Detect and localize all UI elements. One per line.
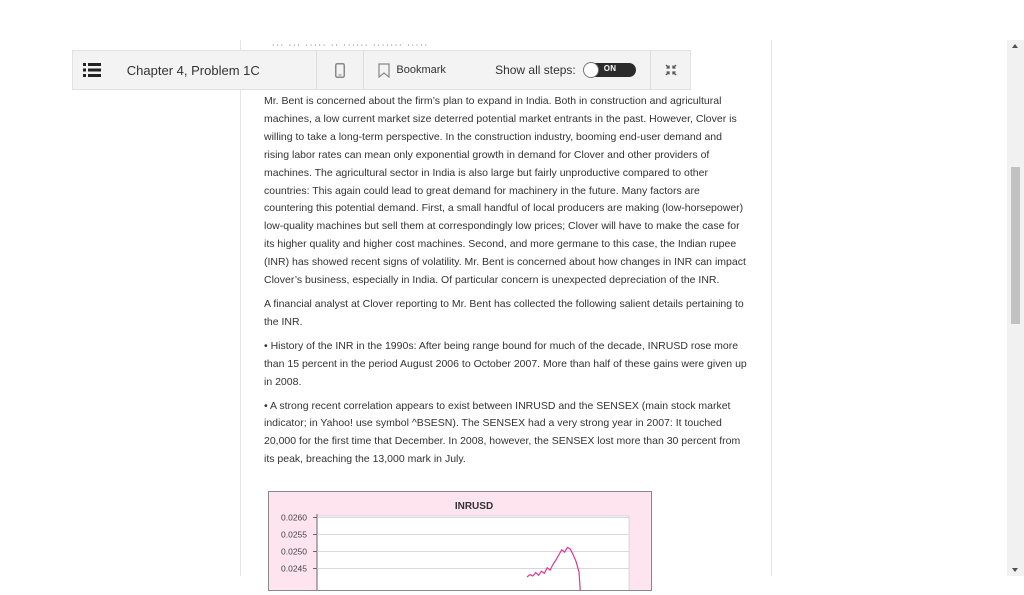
problem-text — [264, 93, 748, 475]
chart-canvas — [269, 492, 651, 590]
collapse-icon — [664, 63, 678, 77]
chart-title: INRUSD — [454, 501, 494, 512]
show-all-steps-toggle[interactable] — [584, 63, 636, 77]
paragraph: A financial analyst at Clover reporting to Mr. Bent has collected the following salient details pertaining to the INR. — [264, 297, 744, 328]
problem-title: Chapter 4, Problem 1C — [126, 62, 260, 78]
phone-icon — [335, 63, 345, 78]
mobile-view-button[interactable] — [317, 51, 364, 89]
show-all-steps — [485, 63, 650, 77]
page-scrollbar[interactable] — [1007, 40, 1024, 576]
bookmark-icon — [378, 63, 390, 78]
y-tick-label: 0.0255 — [281, 529, 307, 540]
scrollbar-thumb[interactable] — [1011, 167, 1020, 324]
bookmark-label: Bookmark — [396, 64, 446, 76]
y-tick-label: 0.0250 — [281, 546, 307, 557]
inrusd-chart — [268, 491, 652, 591]
list-icon — [83, 62, 101, 78]
solution-toolbar — [72, 50, 691, 90]
scroll-up-arrow-icon[interactable] — [1012, 44, 1018, 48]
bookmark-button[interactable] — [364, 63, 485, 78]
toggle-knob — [583, 62, 599, 78]
y-tick-label: 0.0245 — [281, 563, 307, 574]
scroll-down-arrow-icon[interactable] — [1012, 568, 1018, 572]
show-all-steps-label: Show all steps: — [495, 63, 576, 77]
paragraph: • History of the INR in the 1990s: After being range bound for much of the decade, INRUSD rose more than 15 percent in the period August 2006 to October 2007. More than half of these gains were given up in 2008. — [264, 339, 747, 388]
plot-area — [317, 516, 629, 590]
list-menu-button[interactable] — [73, 51, 112, 89]
paragraph: • A strong recent correlation appears to exist between INRUSD and the SENSEX (main stock market indicator; in Yahoo! use symbol ^BSESN). The SENSEX had a very strong year in 2007: It touched 20,000 for the first time that December. In 2008, however, the SENSEX lost more than 30 percent from its peak, breaching the 13,000 mark in July. — [264, 399, 741, 466]
y-tick-label: 0.0260 — [281, 512, 307, 523]
collapse-button[interactable] — [651, 51, 690, 89]
toggle-state-label: ON — [603, 64, 617, 73]
paragraph: Mr. Bent is concerned about the firm’s plan to expand in India. Both in construction and agricultural machines, a low current market size deterred potential market entrants in the past. However, Clover is willing to take a long-term perspective. In the construction industry, booming end-user demand and rising labor rates can mean only exponential growth in demand for Clover and other providers of machines. The agricultural sector in India is also large but fairly unproductive compared to other countries: This again could lead to great demand for machinery in the future. Many factors are countering this potential demand. First, a small handful of local producers are making (low-horsepower) low-quality machines but sell them at correspondingly low prices; Clover will have to make the case for its higher quality and higher cost machines. Second, and more germane to this case, the Indian rupee (INR) has showed recent signs of volatility. Mr. Bent is concerned about how changes in INR can impact Clover’s business, especially in India. Of particular concern is unexpected depreciation of the INR. — [264, 95, 746, 287]
